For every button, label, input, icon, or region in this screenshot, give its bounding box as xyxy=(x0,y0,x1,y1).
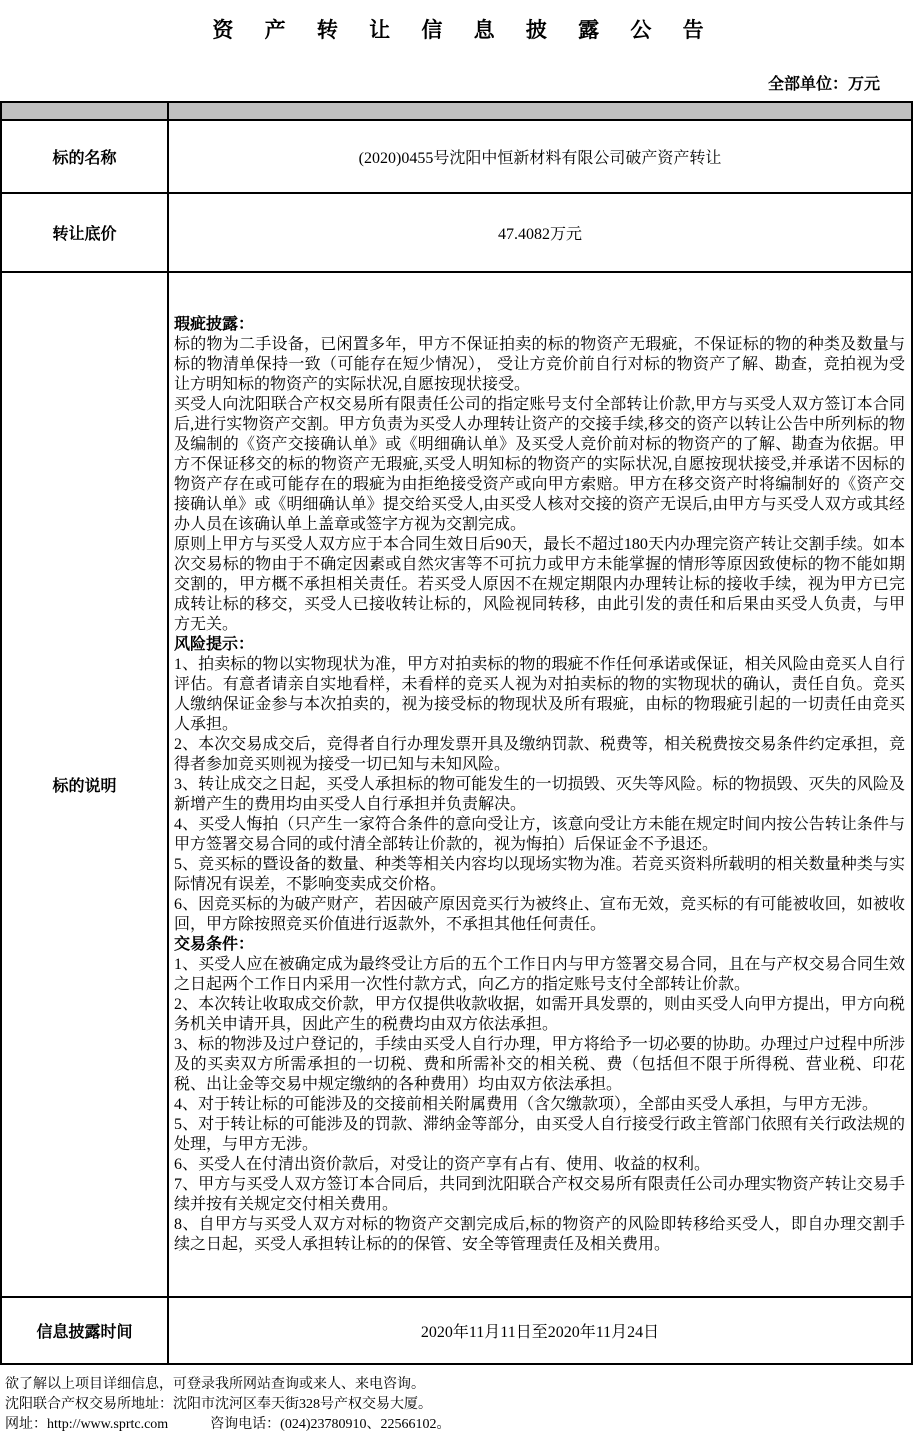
paragraph: 4、买受人悔拍（只产生一家符合条件的意向受让方，该意向受让方未能在规定时间内按公告转让条件与甲方签署交易合同的或付清全部转让价款的，视为悔拍）后保证金不予退还。 xyxy=(174,815,905,853)
row-value-base-price: 47.4082万元 xyxy=(168,193,912,272)
paragraph: 买受人向沈阳联合产权交易所有限责任公司的指定账号支付全部转让价款,甲方与买受人双方签订本合同后,进行实物资产交割。甲方负责为买受人办理转让资产的交接手续,移交的资产以转让公告中所列标的物及编制的《资产交接确认单》或《明细确认单》及买受人竞价前对标的物资产的了解、勘查为依据。甲方不保证移交的标的物资产无瑕疵,买受人明知标的物资产的实际状况,自愿按现状接受,并承诺不因标的物资产存在或可能存在的瑕疵为由拒绝接受资产或向甲方索赔。甲方在移交资产时将编制好的《资产交接确认单》或《明细确认单》提交给买受人,由买受人核对交接的资产无误后,由甲方与买受人双方或其经办人员在该确认单上盖章或签字方视为交割完成。 xyxy=(174,395,905,533)
table-header-cell-label xyxy=(1,102,168,120)
disclosure-table xyxy=(0,101,913,1365)
row-value-subject-name: (2020)0455号沈阳中恒新材料有限公司破产资产转让 xyxy=(168,120,912,193)
row-label-base-price: 转让底价 xyxy=(1,193,168,272)
paragraph: 1、拍卖标的物以实物现状为准，甲方对拍卖标的物的瑕疵不作任何承诺或保证，相关风险由竞买人自行评估。有意者请亲自实地看样，未看样的竞买人视为对拍卖标的物的实物现状的确认，责任自负。竞买人缴纳保证金参与本次拍卖的，视为接受标的物现状及所有瑕疵，由标的物瑕疵引起的一切责任由竞买人承担。 xyxy=(174,655,905,733)
paragraph: 5、对于转让标的可能涉及的罚款、滞纳金等部分，由买受人自行接受行政主管部门依照有关行政法规的处理，与甲方无涉。 xyxy=(174,1115,905,1153)
page-title: 资 产 转 让 信 息 披 露 公 告 xyxy=(212,18,717,42)
paragraph: 8、自甲方与买受人双方对标的物资产交割完成后,标的物资产的风险即转移给买受人，即自办理交割手续之日起，买受人承担转让标的的保管、安全等管理责任及相关费用。 xyxy=(174,1215,905,1253)
paragraph: 6、因竞买标的为破产财产，若因破产原因竞买行为被终止、宣布无效，竞买标的有可能被收回，如被收回，甲方除按照竞买价值进行返款外，不承担其他任何责任。 xyxy=(174,895,905,933)
footer-line-address: 沈阳联合产权交易所地址：沈阳市沈河区奉天街328号产权交易大厦。 xyxy=(5,1397,432,1412)
paragraph: 3、标的物涉及过户登记的，手续由买受人自行办理，甲方将给予一切必要的协助。办理过户过程中所涉及的买卖双方所需承担的一切税、费和所需补交的相关税、费（包括但不限于所得税、营业税、印花税、出让金等交易中规定缴纳的各种费用）均由双方依法承担。 xyxy=(174,1035,905,1093)
section-heading: 交易条件： xyxy=(174,935,255,953)
table-row xyxy=(1,1297,912,1364)
table-header-row xyxy=(1,102,912,120)
section-heading: 瑕疵披露： xyxy=(174,315,255,333)
unit-note: 全部单位：万元 xyxy=(767,76,880,93)
paragraph: 1、买受人应在被确定成为最终受让方后的五个工作日内与甲方签署交易合同，且在与产权交易合同生效之日起两个工作日内采用一次性付款方式，向乙方的指定账号支付全部转让价款。 xyxy=(174,955,905,993)
paragraph: 2、本次转让收取成交价款，甲方仅提供收款收据，如需开具发票的，则由买受人向甲方提出，甲方向税务机关申请开具，因此产生的税费均由双方依法承担。 xyxy=(174,995,905,1033)
table-row xyxy=(1,120,912,193)
table-row xyxy=(1,272,912,1297)
paragraph: 原则上甲方与买受人双方应于本合同生效日后90天，最长不超过180天内办理完资产转让交割手续。如本次交易标的物由于不确定因素或自然灾害等不可抗力或甲方未能掌握的情形等原因致使标的物不能如期交割的，甲方概不承担相关责任。若买受人原因不在规定期限内办理转让标的接收手续，视为甲方已完成转让标的移交，买受人已接收转让标的，风险视同转移，由此引发的责任和后果由买受人负责，与甲方无关。 xyxy=(174,535,905,633)
paragraph: 标的物为二手设备，已闲置多年，甲方不保证拍卖的标的物资产无瑕疵，不保证标的物的种类及数量与标的物清单保持一致（可能存在短少情况）， 受让方竞价前自行对标的物资产了解、勘查，竞拍视为受让方明知标的物资产的实际状况,自愿按现状接受。 xyxy=(174,335,905,393)
footer-line-contact-note: 欲了解以上项目详细信息，可登录我所网站查询或来人、来电咨询。 xyxy=(5,1377,425,1392)
paragraph: 6、买受人在付清出资价款后，对受让的资产享有占有、使用、收益的权利。 xyxy=(174,1155,711,1173)
paragraph: 4、对于转让标的可能涉及的交接前相关附属费用（含欠缴款项），全部由买受人承担，与甲方无涉。 xyxy=(174,1095,879,1113)
paragraph: 3、转让成交之日起，买受人承担标的物可能发生的一切损毁、灭失等风险。标的物损毁、灭失的风险及新增产生的费用均由买受人自行承担并负责解决。 xyxy=(174,775,905,813)
row-label-disclosure-time: 信息披露时间 xyxy=(1,1297,168,1364)
section-heading: 风险提示： xyxy=(174,635,255,653)
row-label-subject-name: 标的名称 xyxy=(1,120,168,193)
footer-line-website-phone: 网址：http://www.sprtc.com 咨询电话：(024)23780910、22566102。 xyxy=(5,1417,451,1432)
row-label-subject-description: 标的说明 xyxy=(1,272,168,1297)
paragraph: 7、甲方与买受人双方签订本合同后，共同到沈阳联合产权交易所有限责任公司办理实物资产转让交易手续并按有关规定交付相关费用。 xyxy=(174,1175,905,1213)
row-value-subject-description xyxy=(168,272,912,1297)
footer xyxy=(0,1375,916,1435)
paragraph: 5、竞买标的暨设备的数量、种类等相关内容均以现场实物为准。若竞买资料所载明的相关数量种类与实际情况有误差，不影响变卖成交价格。 xyxy=(174,855,905,893)
table-row xyxy=(1,193,912,272)
row-value-disclosure-time: 2020年11月11日至2020年11月24日 xyxy=(168,1297,912,1364)
description-content xyxy=(174,315,905,1255)
table-header-cell-value xyxy=(168,102,912,120)
paragraph: 2、本次交易成交后，竞得者自行办理发票开具及缴纳罚款、税费等，相关税费按交易条件约定承担，竞得者参加竞买则视为接受一切已知与未知风险。 xyxy=(174,735,905,773)
